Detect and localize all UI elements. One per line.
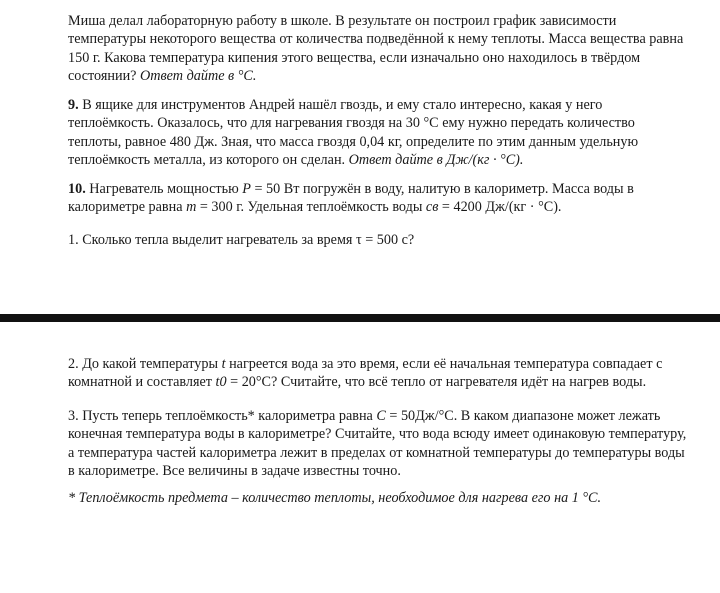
question-2-text-c: = 20°С? Считайте, что всё тепло от нагревателя идёт на нагрев воды. [230, 374, 647, 391]
task-10-number: 10. [68, 181, 86, 197]
task-10-var-p: P [242, 181, 251, 197]
task-10-text-b: = 50 Вт погружён в воду, налитую в калориметр. Масса воды в калориметре равна [68, 181, 634, 216]
task-8-paragraph [68, 12, 688, 86]
task-9-text: В ящике для инструментов Андрей нашёл гвоздь, и ему стало интересно, какая у него теплоёмкость. Оказалось, что для нагревания гвоздя на 30 °С ему нужно передать количество теплоты, равное 480 Дж. Зная, что масса гвоздя 0,04 кг, определите по этим данным удельную теплоёмкость металла, из которого он сделан. [68, 97, 639, 169]
footnote-text: * Теплоёмкость предмета – количество теплоты, необходимое для нагрева его на 1 °С. [68, 490, 602, 506]
question-2-var-t0: t0 [215, 374, 227, 391]
page-divider [0, 314, 720, 322]
question-1-text: 1. Сколько тепла выделит нагреватель за время τ = 500 с? [68, 232, 415, 248]
question-3 [68, 407, 688, 481]
task-8-text: Миша делал лабораторную работу в школе. В результате он построил график зависимости температуры некоторого вещества от количества подведённой к нему теплоты. Масса вещества равна 150 г. Какова температура кипения этого вещества, если изначально оно находилось в твёрдом состоянии? [68, 13, 684, 85]
task-10-text-d: = 4200 Дж/(кг · °С). [441, 199, 562, 216]
question-3-var-c: C [376, 408, 386, 424]
task-10-var-c: cв [425, 199, 439, 216]
task-10-text-c: = 300 г. Удельная теплоёмкость воды [199, 199, 423, 216]
question-1 [68, 231, 688, 249]
question-2-var-t: t [221, 356, 226, 372]
question-2-text-a: 2. До какой температуры [68, 356, 219, 372]
question-2 [68, 355, 688, 392]
task-9-paragraph [68, 96, 688, 170]
question-3-text-a: 3. Пусть теперь теплоёмкость* калориметра равна [68, 408, 373, 424]
task-9-number: 9. [68, 97, 79, 113]
task-10-var-m: m [186, 199, 197, 216]
question-2-text-b: нагреется вода за это время, если её начальная температура совпадает с комнатной и составляет [68, 356, 663, 391]
task-10-paragraph [68, 180, 688, 217]
task-9-answer-hint: Ответ дайте в Дж/(кг · °С). [348, 152, 524, 169]
question-3-text-b: = 50Дж/°С. В каком диапазоне может лежать конечная температура воды в калориметре? Считайте, что вода всюду имеет одинаковую температуру, а температура частей калориметра лежит в пределах от комнатной температуры до температуры воды в калориметре. Все величины в задаче известны точно. [68, 408, 687, 480]
task-10-text-a: Нагреватель мощностью [89, 181, 239, 197]
footnote [68, 489, 688, 507]
task-8-answer-hint: Ответ дайте в °С. [140, 68, 257, 85]
